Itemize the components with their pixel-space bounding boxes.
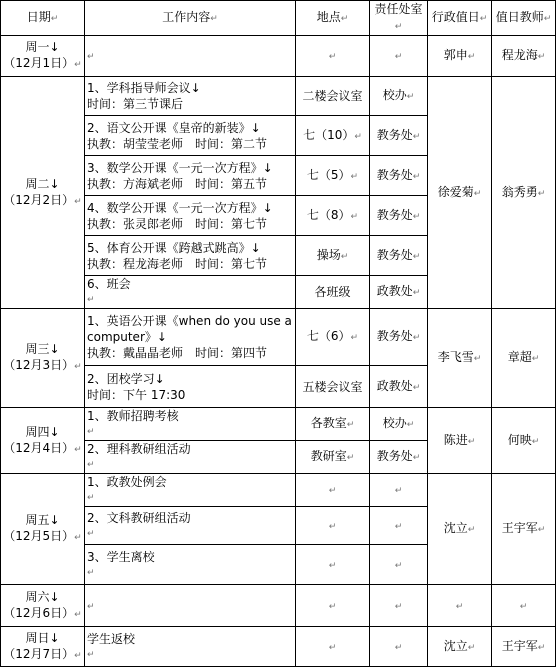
work-item: 2、理科教研组活动 ↵: [85, 441, 296, 474]
day-cell-mon: 周一↓ （12月1日）↵: [1, 36, 85, 77]
place-cell-empty: ↵: [296, 627, 370, 667]
work-item: 6、班会 ↵: [85, 276, 296, 309]
day-cell-fri: 周五↓ （12月5日）↵: [1, 474, 85, 585]
work-cell-empty: ↵: [85, 585, 296, 627]
dept-cell-empty: ↵: [370, 474, 428, 507]
work-item: 4、数学公开课《一元一次方程》↓ 执教：张灵郎老师 时间：第七节: [85, 196, 296, 236]
header-row: [1, 1, 556, 36]
day-cell-sat: 周六↓ （12月6日）↵: [1, 585, 85, 627]
dept-cell: 政教处↵: [370, 276, 428, 309]
teacher-duty-sat: ↵: [492, 585, 556, 627]
work-cell-empty: ↵: [85, 36, 296, 77]
place-cell: 七（6）↵: [296, 309, 370, 366]
day-cell-wed: 周三↓ （12月3日）↵: [1, 309, 85, 408]
day-cell-thu: 周四↓ （12月4日）↵: [1, 408, 85, 474]
dept-cell: 教务处↵: [370, 441, 428, 474]
place-cell: 教研室↵: [296, 441, 370, 474]
work-item: 5、体育公开课《跨越式跳高》↓ 执教：程龙海老师 时间：第七节: [85, 236, 296, 276]
dept-cell: 政教处↵: [370, 366, 428, 408]
day-cell-tue: 周二↓ （12月2日）↵: [1, 77, 85, 309]
work-item: 1、政教处例会 ↵: [85, 474, 296, 507]
day-cell-sun: 周日↓ （12月7日）↵: [1, 627, 85, 667]
table-row: [1, 474, 556, 507]
place-cell: 七（5）↵: [296, 156, 370, 196]
place-cell: 二楼会议室: [296, 77, 370, 116]
header-teacher-duty: 值日教师↵: [492, 1, 556, 36]
work-item: 2、文科教研组活动 ↵: [85, 507, 296, 545]
admin-duty-thu: 陈进↵: [428, 408, 492, 474]
teacher-duty-fri: 王宇军↵: [492, 474, 556, 585]
table-row: [1, 77, 556, 116]
admin-duty-wed: 李飞雪↵: [428, 309, 492, 408]
place-cell-empty: ↵: [296, 36, 370, 77]
dept-cell: 校办↵: [370, 408, 428, 441]
work-item: 2、团校学习↓ 时间：下午 17:30: [85, 366, 296, 408]
place-cell-empty: ↵: [296, 545, 370, 585]
place-cell: 七（10）↵: [296, 116, 370, 156]
table-row: [1, 627, 556, 667]
place-cell: 五楼会议室: [296, 366, 370, 408]
dept-cell: 教务处↵: [370, 196, 428, 236]
work-item: 3、学生离校 ↵: [85, 545, 296, 585]
header-date: 日期↵: [1, 1, 85, 36]
header-place: 地点↵: [296, 1, 370, 36]
teacher-duty-wed: 章超↵: [492, 309, 556, 408]
header-work: 工作内容↵: [85, 1, 296, 36]
dept-cell: 教务处↵: [370, 236, 428, 276]
teacher-duty-mon: 程龙海↵: [492, 36, 556, 77]
table-row: [1, 585, 556, 627]
dept-cell-empty: ↵: [370, 627, 428, 667]
place-cell: 七（8）↵: [296, 196, 370, 236]
place-cell: 各班级: [296, 276, 370, 309]
work-item: 1、学科指导师会议↓ 时间：第三节课后: [85, 77, 296, 116]
work-item: 1、英语公开课《when do you use a computer》↓ 执教：戴晶晶老师 时间：第四节: [85, 309, 296, 366]
dept-cell-empty: ↵: [370, 545, 428, 585]
header-admin-duty: 行政值日↵: [428, 1, 492, 36]
admin-duty-mon: 郭申↵: [428, 36, 492, 77]
admin-duty-tue: 徐爱菊↵: [428, 77, 492, 309]
table-row: [1, 408, 556, 441]
teacher-duty-thu: 何映↵: [492, 408, 556, 474]
header-dept: 责任处室↵: [370, 1, 428, 36]
table-row: [1, 36, 556, 77]
dept-cell-empty: ↵: [370, 585, 428, 627]
admin-duty-sun: 沈立↵: [428, 627, 492, 667]
dept-cell: 教务处↵: [370, 309, 428, 366]
admin-duty-sat: ↵: [428, 585, 492, 627]
table-row: [1, 309, 556, 366]
dept-cell-empty: ↵: [370, 507, 428, 545]
teacher-duty-sun: 王宇军↵: [492, 627, 556, 667]
place-cell: 各教室↵: [296, 408, 370, 441]
place-cell-empty: ↵: [296, 585, 370, 627]
work-item: 1、教师招聘考核 ↵: [85, 408, 296, 441]
place-cell-empty: ↵: [296, 507, 370, 545]
place-cell-empty: ↵: [296, 474, 370, 507]
teacher-duty-tue: 翁秀勇↵: [492, 77, 556, 309]
work-item: 2、语文公开课《皇帝的新装》↓ 执教：胡莹莹老师 时间：第二节: [85, 116, 296, 156]
place-cell: 操场↵: [296, 236, 370, 276]
dept-cell: 教务处↵: [370, 116, 428, 156]
dept-cell: 教务处↵: [370, 156, 428, 196]
admin-duty-fri: 沈立↵: [428, 474, 492, 585]
work-item: 3、数学公开课《一元一次方程》↓ 执教：方海斌老师 时间：第五节: [85, 156, 296, 196]
dept-cell-empty: ↵: [370, 36, 428, 77]
dept-cell: 校办↵: [370, 77, 428, 116]
work-item: 学生返校 ↵: [85, 627, 296, 667]
